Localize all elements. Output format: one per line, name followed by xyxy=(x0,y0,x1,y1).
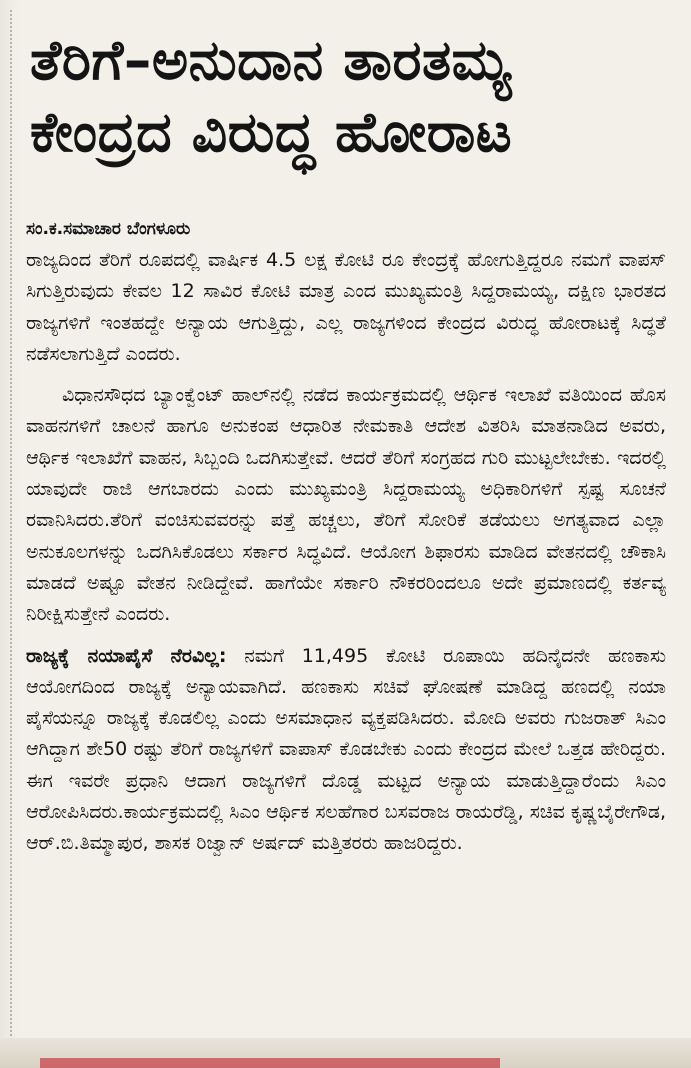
paragraph-2: ವಿಧಾನಸೌಧದ ಬ್ಯಾಂಕ್ವೆಂಟ್ ಹಾಲ್‌ನಲ್ಲಿ ನಡೆದ ಕಾರ್ಯಕ್ರಮದಲ್ಲಿ ಆರ್ಥಿಕ ಇಲಾಖೆ ವತಿಯಿಂದ ಹೊಸ ವಾಹನಗಳಿಗೆ ಚಾಲನೆ ಹಾಗೂ ಅನುಕಂಪ ಆಧಾರಿತ ನೇಮಕಾತಿ ಆದೇಶ ವಿತರಿಸಿ ಮಾತನಾಡಿದ ಅವರು, ಆರ್ಥಿಕ ಇಲಾಖೆಗೆ ವಾಹನ, ಸಿಬ್ಬಂದಿ ಒದಗಿಸುತ್ತೇವೆ. ಆದರೆ ತೆರಿಗೆ ಸಂಗ್ರಹದ ಗುರಿ ಮುಟ್ಟಲೇಬೇಕು. ಇದರಲ್ಲಿ ಯಾವುದೇ ರಾಜಿ ಆಗಬಾರದು ಎಂದು ಮುಖ್ಯಮಂತ್ರಿ ಸಿದ್ದರಾಮಯ್ಯ ಅಧಿಕಾರಿಗಳಿಗೆ ಸ್ಪಷ್ಟ ಸೂಚನೆ ರವಾನಿಸಿದರು.ತೆರಿಗೆ ವಂಚಿಸುವವರನ್ನು ಪತ್ತೆ ಹಚ್ಚಲು, ತೆರಿಗೆ ಸೋರಿಕೆ ತಡೆಯಲು ಅಗತ್ಯವಾದ ಎಲ್ಲಾ ಅನುಕೂಲಗಳನ್ನು ಒದಗಿಸಿಕೊಡಲು ಸರ್ಕಾರ ಸಿದ್ಧವಿದೆ. ಆಯೋಗ ಶಿಫಾರಸು ಮಾಡಿದ ವೇತನದಲ್ಲಿ ಚೌಕಾಸಿ ಮಾಡದೆ ಅಷ್ಟೂ ವೇತನ ನೀಡಿದ್ದೇವೆ. ಹಾಗೆಯೇ ಸರ್ಕಾರಿ ನೌಕರರಿಂದಲೂ ಅದೇ ಪ್ರಮಾಣದಲ್ಲಿ ಕರ್ತವ್ಯ ನಿರೀಕ್ಷಿಸುತ್ತೇನೆ ಎಂದರು. xyxy=(26,384,666,626)
paragraph-1: ರಾಜ್ಯದಿಂದ ತೆರಿಗೆ ರೂಪದಲ್ಲಿ ವಾರ್ಷಿಕ 4.5 ಲಕ್ಷ ಕೋಟಿ ರೂ ಕೇಂದ್ರಕ್ಕೆ ಹೋಗುತ್ತಿದ್ದರೂ ನಮಗೆ ವಾಪಸ್ ಸಿಗುತ್ತಿರುವುದು ಕೇವಲ 12 ಸಾವಿರ ಕೋಟಿ ಮಾತ್ರ ಎಂದ ಮುಖ್ಯಮಂತ್ರಿ ಸಿದ್ದರಾಮಯ್ಯ, ದಕ್ಷಿಣ ಭಾರತದ ರಾಜ್ಯಗಳಿಗೆ ಇಂತಹದ್ದೇ ಅನ್ಯಾಯ ಆಗುತ್ತಿದ್ದು, ಎಲ್ಲ ರಾಜ್ಯಗಳಿಂದ ಕೇಂದ್ರದ ವಿರುದ್ಧ ಹೋರಾಟಕ್ಕೆ ಸಿದ್ಧತೆ ನಡೆಸಲಾಗುತ್ತಿದೆ ಎಂದರು. xyxy=(26,249,666,365)
column-divider xyxy=(10,10,12,1040)
paragraph-3 xyxy=(26,641,666,860)
paragraph-3-text: ನಮಗೆ 11,495 ಕೋಟಿ ರೂಪಾಯಿ ಹದಿನೈದನೇ ಹಣಕಾಸು ಆಯೋಗದಿಂದ ರಾಜ್ಯಕ್ಕೆ ಅನ್ಯಾಯವಾಗಿದೆ. ಹಣಕಾಸು ಸಚಿವೆ ಘೋಷಣೆ ಮಾಡಿದ್ದ ಹಣದಲ್ಲಿ ನಯಾ ಪೈಸೆಯನ್ನೂ ರಾಜ್ಯಕ್ಕೆ ಕೊಡಲಿಲ್ಲ ಎಂದು ಅಸಮಾಧಾನ ವ್ಯಕ್ತಪಡಿಸಿದರು. ಮೋದಿ ಅವರು ಗುಜರಾತ್ ಸಿಎಂ ಆಗಿದ್ದಾಗ ಶೇ50 ರಷ್ಟು ತೆರಿಗೆ ರಾಜ್ಯಗಳಿಗೆ ವಾಪಾಸ್ ಕೊಡಬೇಕು ಎಂದು ಕೇಂದ್ರದ ಮೇಲೆ ಒತ್ತಡ ಹೇರಿದ್ದರು. ಈಗ ಇವರೇ ಪ್ರಧಾನಿ ಆದಾಗ ರಾಜ್ಯಗಳಿಗೆ ದೊಡ್ಡ ಮಟ್ಟದ ಅನ್ಯಾಯ ಮಾಡುತ್ತಿದ್ದಾರೆಂದು ಸಿಎಂ ಆರೋಪಿಸಿದರು.ಕಾರ್ಯಕ್ರಮದಲ್ಲಿ ಸಿಎಂ ಆರ್ಥಿಕ ಸಲಹೆಗಾರ ಬಸವರಾಜ ರಾಯರೆಡ್ಡಿ, ಸಚಿವ ಕೃಷ್ಣಬೈರೇಗೌಡ, ಆರ್.ಬಿ.ತಿಮ್ಮಾಪುರ, ಶಾಸಕ ರಿಜ್ವಾನ್ ಅರ್ಷದ್ ಮತ್ತಿತರರು ಹಾಜರಿದ್ದರು. xyxy=(26,644,666,855)
headline xyxy=(30,24,660,168)
bottom-color-strip xyxy=(40,1058,500,1068)
dateline: ಸಂ.ಕ.ಸಮಾಚಾರ ಬೆಂಗಳೂರು xyxy=(26,219,191,239)
headline-line-1: ತೆರಿಗೆ–ಅನುದಾನ ತಾರತಮ್ಯ xyxy=(30,28,513,92)
headline-line-2: ಕೇಂದ್ರದ ವಿರುದ್ಧ ಹೋರಾಟ xyxy=(30,100,513,164)
subheading: ರಾಜ್ಯಕ್ಕೆ ನಯಾಪೈಸೆ ನೆರವಿಲ್ಲ: xyxy=(26,644,227,667)
article-body xyxy=(26,215,666,870)
